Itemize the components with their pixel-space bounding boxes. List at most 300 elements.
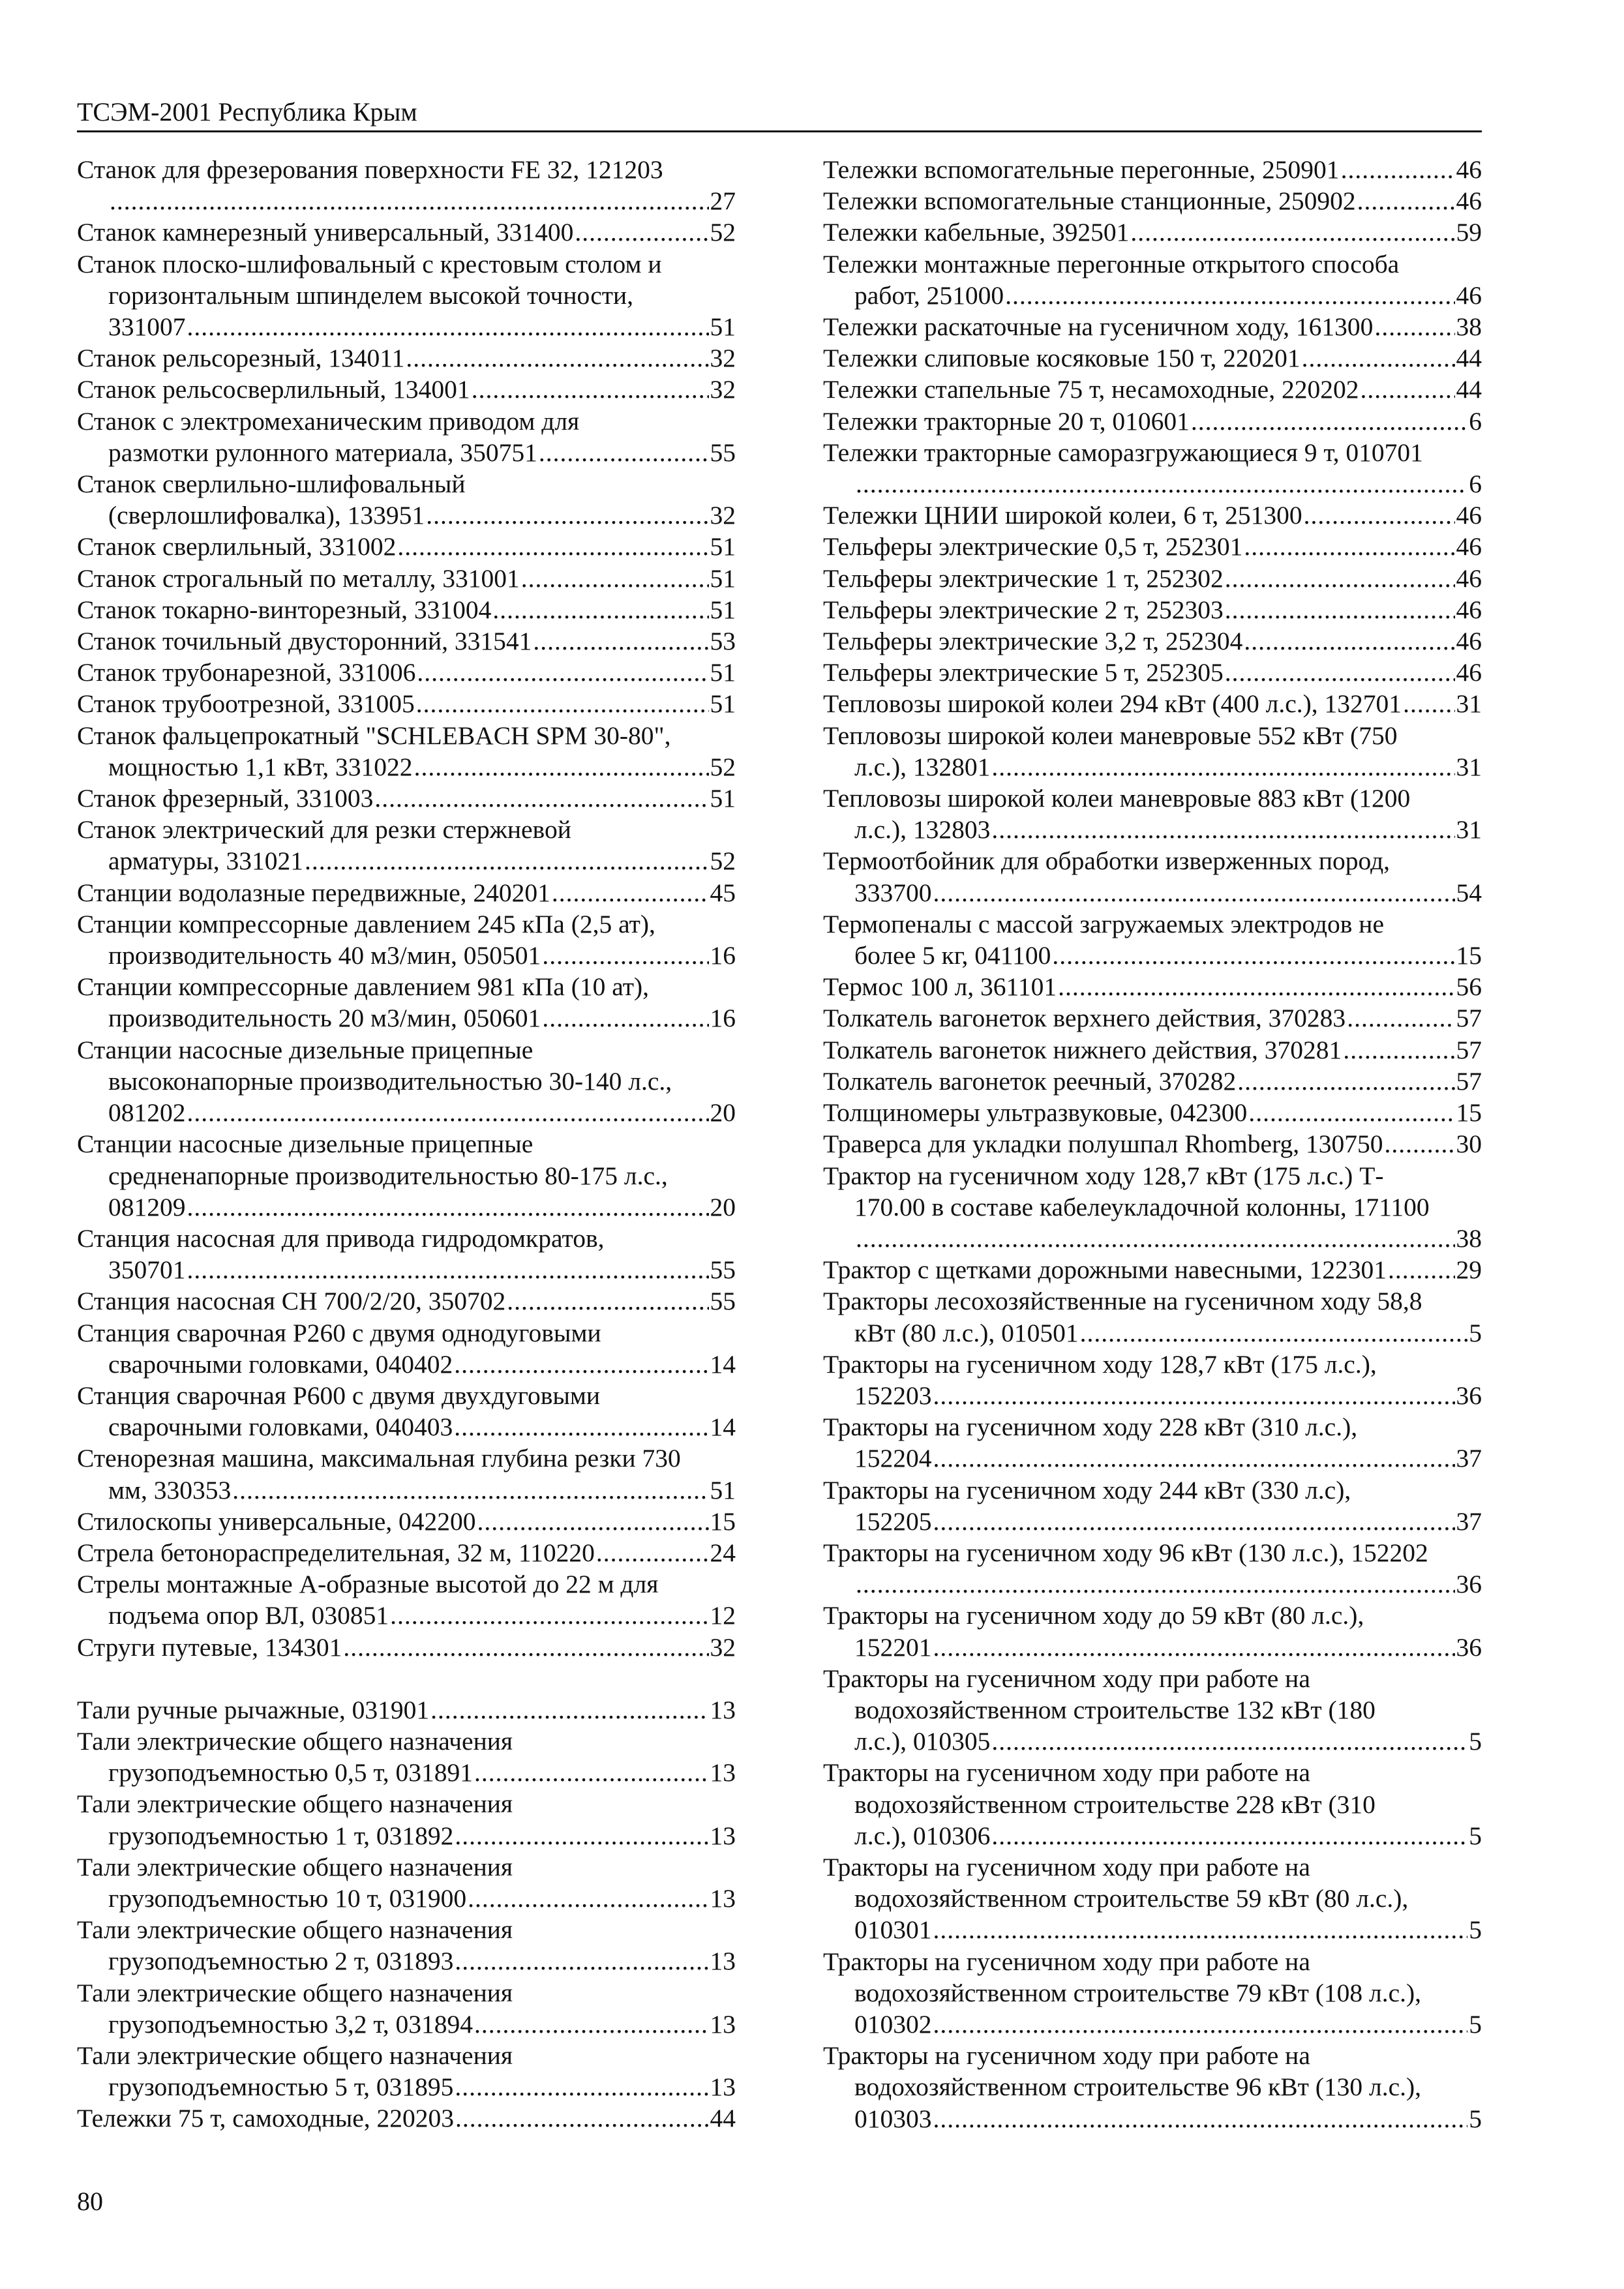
index-entry-page: 5 [1469, 1821, 1482, 1850]
index-entry-page: 30 [1456, 1130, 1482, 1159]
index-entry-text: Тракторы на гусеничном ходу при работе на [823, 1947, 1310, 1976]
dot-leader [455, 2071, 708, 2102]
index-entry [77, 625, 736, 657]
index-entry-text: Тракторы на гусеничном ходу 96 кВт (130 л.с.), 152202 [823, 1538, 1428, 1567]
dot-leader [1248, 1097, 1454, 1128]
dot-leader [596, 1537, 709, 1568]
index-entry-text: производительность 40 м3/мин, 050501 [108, 941, 541, 970]
index-entry-text: Тележки тракторные саморазгружающиеся 9 т, 010701 [823, 438, 1423, 467]
index-entry [823, 154, 1482, 185]
index-entry-page: 31 [1456, 689, 1482, 719]
index-entry-text: л.с.), 010306 [854, 1821, 991, 1850]
index-entry-text: сварочными головками, 040403 [108, 1413, 453, 1442]
index-entry-page: 46 [1456, 563, 1482, 593]
dot-leader [1225, 657, 1455, 688]
index-entry-line-with-page [77, 783, 736, 814]
index-entry [823, 311, 1482, 342]
index-entry-line-with-page [77, 1537, 736, 1568]
index-entry-line-with-page [77, 1506, 736, 1537]
index-entry-page: 45 [710, 878, 736, 907]
index-entry [823, 657, 1482, 688]
index-entry [77, 594, 736, 625]
dot-leader [933, 877, 1455, 908]
dot-leader [933, 2009, 1468, 2040]
index-entry-text: 152205 [854, 1506, 932, 1536]
index-entry [823, 531, 1482, 562]
index-entry [77, 1694, 736, 1726]
index-entry-page: 13 [710, 1947, 736, 1976]
index-entry-text: средненапорные производительностью 80-175 л.с., [108, 1161, 668, 1190]
index-entry-line-with-page [823, 563, 1482, 594]
dot-leader [933, 1914, 1468, 1945]
index-entry-page: 31 [1456, 752, 1482, 781]
index-entry [77, 531, 736, 562]
index-entry-page: 20 [710, 1192, 736, 1221]
dot-leader [991, 814, 1454, 845]
index-entry-text: Станок сверлильный, 331002 [77, 532, 397, 561]
index-entry-text: 333700 [854, 878, 932, 907]
index-entry [823, 625, 1482, 657]
index-entry-text: л.с.), 132801 [854, 752, 991, 781]
index-entry [823, 248, 1482, 311]
index-entry-text: Тележки тракторные 20 т, 010601 [823, 406, 1190, 436]
dot-leader [1388, 1254, 1455, 1285]
index-entry-page: 36 [1456, 1570, 1482, 1599]
index-entry-text: водохозяйственном строительстве 228 кВт (310 [854, 1789, 1376, 1819]
index-entry-text: Станции насосные дизельные прицепные [77, 1130, 534, 1159]
index-entry-page: 52 [710, 846, 736, 876]
index-entry-text: Толкатель вагонеток реечный, 370282 [823, 1066, 1237, 1096]
index-entry-page: 15 [1456, 941, 1482, 970]
index-entry-line-with-page [77, 2102, 736, 2134]
index-entry-line-with-page [77, 1097, 736, 1128]
index-entry-text: высоконапорные производительностью 30-140 л.с., [108, 1066, 672, 1096]
index-entry [77, 217, 736, 248]
index-entry-text: Станок плоско-шлифовальный с крестовым столом и [77, 249, 662, 278]
index-entry [77, 374, 736, 405]
index-entry-page: 38 [1456, 1223, 1482, 1253]
index-entry-line-with-page [77, 1945, 736, 1977]
index-entry-text: Стилоскопы универсальные, 042200 [77, 1506, 476, 1536]
index-entry-text: Трактор на гусеничном ходу 128,7 кВт (175 л.с.) Т- [823, 1161, 1384, 1190]
index-entry-line-with-page [823, 468, 1482, 500]
dot-leader [933, 1506, 1455, 1537]
index-entry-text: более 5 кг, 041100 [854, 941, 1051, 970]
dot-leader [991, 1726, 1467, 1757]
index-entry-page: 5 [1469, 2009, 1482, 2039]
index-entry-line-with-page [823, 280, 1482, 311]
dot-leader [991, 751, 1454, 783]
dot-leader [454, 1349, 708, 1380]
index-entry-line-with-page [77, 845, 736, 876]
index-entry-line-with-page [823, 500, 1482, 531]
index-entry-line-with-page [823, 971, 1482, 1002]
index-entry-text: 152203 [854, 1381, 932, 1410]
index-entry-text: Толкатель вагонеток нижнего действия, 370281 [823, 1035, 1342, 1064]
index-entry-line-with-page [823, 625, 1482, 657]
index-entry-line-with-page [823, 2103, 1482, 2134]
index-entry-text: Термос 100 л, 361101 [823, 972, 1057, 1002]
index-entry-line-with-page [823, 594, 1482, 625]
index-entry-line-with-page [77, 1883, 736, 1914]
index-entry-page: 44 [1456, 375, 1482, 404]
index-entry [823, 2040, 1482, 2134]
index-entry-text: 081202 [108, 1098, 186, 1128]
dot-leader [417, 657, 708, 688]
dot-leader [455, 1945, 708, 1977]
index-entry [77, 1443, 736, 1505]
index-entry-page: 55 [710, 1255, 736, 1285]
page-header [77, 97, 1482, 132]
index-entry [77, 814, 736, 876]
index-entry-page: 57 [1456, 1004, 1482, 1033]
index-entry-line-with-page [823, 217, 1482, 248]
index-entry-page: 37 [1456, 1506, 1482, 1536]
index-entry-text: Стенорезная машина, максимальная глубина резки 730 [77, 1444, 681, 1473]
index-entry [77, 342, 736, 374]
index-entry-text: Станок трубонарезной, 331006 [77, 658, 416, 687]
index-entry-line-with-page [77, 751, 736, 783]
index-entry [77, 908, 736, 971]
index-entry-page: 6 [1469, 470, 1482, 499]
index-entry [823, 1285, 1482, 1348]
index-entry-page: 46 [1456, 658, 1482, 687]
index-entry-page: 6 [1469, 406, 1482, 436]
index-entry-text: Тали электрические общего назначения [77, 1726, 513, 1756]
index-entry [77, 406, 736, 468]
index-entry-page: 15 [1456, 1098, 1482, 1128]
index-entry [823, 1537, 1482, 1600]
index-entry-text: водохозяйственном строительстве 132 кВт (180 [854, 1695, 1376, 1724]
index-entry-text: Станок электрический для резки стержневой [77, 815, 571, 845]
index-entry-line-with-page [823, 1128, 1482, 1159]
dot-leader [533, 625, 708, 657]
index-entry [77, 1726, 736, 1788]
dot-leader [933, 1632, 1455, 1663]
index-entry-page: 51 [710, 784, 736, 813]
index-entry-line-with-page [823, 1034, 1482, 1066]
index-entry [77, 1223, 736, 1285]
index-entry-text: Тракторы на гусеничном ходу 244 кВт (330 л.с), [823, 1475, 1351, 1504]
index-entry-text: Тележки монтажные перегонные открытого способа [823, 249, 1400, 278]
index-entry-text: Станок для фрезерования поверхности FE 32, 121203 [77, 155, 663, 184]
index-entry-page: 14 [710, 1413, 736, 1442]
index-entry-page: 51 [710, 532, 736, 561]
index-entry-line-with-page [823, 2009, 1482, 2040]
index-entry [823, 1474, 1482, 1537]
index-entry-line-with-page [77, 657, 736, 688]
index-entry-text: Тали электрические общего назначения [77, 1915, 513, 1945]
index-entry [823, 1254, 1482, 1285]
dot-leader [474, 1757, 709, 1788]
dot-leader [539, 437, 709, 468]
index-entry-text: Стрела бетонораспределительная, 32 м, 110220 [77, 1538, 595, 1567]
index-entry-text: Станок точильный двусторонний, 331541 [77, 627, 532, 656]
index-entry-text: Станок токарно-винторезный, 331004 [77, 595, 492, 624]
index-entry-text: Тракторы на гусеничном ходу при работе на [823, 1852, 1310, 1881]
dot-leader [430, 1694, 708, 1726]
index-entry [823, 500, 1482, 531]
index-entry-line-with-page [77, 2009, 736, 2040]
index-entry-text: Тракторы лесохозяйственные на гусеничном ходу 58,8 [823, 1287, 1422, 1316]
index-entry-text: грузоподъемностью 3,2 т, 031894 [108, 2009, 473, 2039]
index-entry-line-with-page [77, 1632, 736, 1663]
dot-leader [374, 783, 708, 814]
index-entry-text: Толкатель вагонеток верхнего действия, 370283 [823, 1004, 1346, 1033]
index-entry [823, 1097, 1482, 1128]
index-entry-text: Станции водолазные передвижные, 240201 [77, 878, 550, 907]
dot-leader [474, 2009, 709, 2040]
index-entry-page: 57 [1456, 1035, 1482, 1064]
index-entry-line-with-page [823, 1568, 1482, 1600]
index-entry-text: подъема опор ВЛ, 030851 [108, 1601, 389, 1630]
index-entry-page: 16 [710, 1004, 736, 1033]
index-entry [823, 688, 1482, 719]
index-entry-text: грузоподъемностью 5 т, 031895 [108, 2072, 454, 2102]
index-entry [77, 1317, 736, 1380]
index-entry [823, 437, 1482, 500]
index-entry-text: грузоподъемностью 10 т, 031900 [108, 1883, 467, 1913]
index-entry-page: 46 [1456, 501, 1482, 530]
index-entry-text: Стрелы монтажные А-образные высотой до 22 м для [77, 1570, 659, 1599]
dot-leader [1058, 971, 1454, 1002]
index-entry-page: 44 [710, 2104, 736, 2133]
index-entry-text: Тележки вспомогательные перегонные, 250901 [823, 155, 1340, 184]
dot-leader [390, 1600, 708, 1631]
index-entry [823, 1600, 1482, 1662]
index-entry-text: Станции насосные дизельные прицепные [77, 1035, 534, 1064]
dot-leader [305, 845, 709, 876]
dot-leader [1130, 217, 1454, 248]
index-entry [77, 657, 736, 688]
dot-leader [187, 1191, 709, 1223]
index-entry [77, 1506, 736, 1537]
dot-leader [1237, 1066, 1454, 1097]
dot-leader [397, 531, 708, 562]
dot-leader [1005, 280, 1454, 311]
index-entry-line-with-page [823, 657, 1482, 688]
dot-leader [1225, 563, 1455, 594]
dot-leader [1341, 154, 1455, 185]
index-entry [823, 185, 1482, 217]
dot-leader [542, 940, 708, 971]
index-entry-text: Станции компрессорные давлением 981 кПа (10 ат), [77, 972, 650, 1002]
index-entry-text: л.с.), 010305 [854, 1727, 991, 1756]
index-entry-text: Тали электрические общего назначения [77, 2041, 513, 2070]
index-entry-line-with-page [77, 625, 736, 657]
index-entry-text: Станция насосная для привода гидродомкратов, [77, 1223, 605, 1253]
index-entry-text: Тележки ЦНИИ широкой колеи, 6 т, 251300 [823, 501, 1302, 530]
index-entry [823, 908, 1482, 971]
index-entry [77, 563, 736, 594]
index-entry [823, 1663, 1482, 1758]
index-entry [77, 1977, 736, 2040]
index-entry-text: грузоподъемностью 1 т, 031892 [108, 1821, 454, 1850]
index-entry-line-with-page [77, 1600, 736, 1631]
index-entry-text: Станок фрезерный, 331003 [77, 784, 374, 813]
index-entry-text: Тракторы на гусеничном ходу при работе на [823, 1758, 1310, 1788]
index-entry-line-with-page [823, 406, 1482, 437]
index-entry-line-with-page [823, 1914, 1482, 1945]
index-entry [77, 1914, 736, 1977]
index-entry-line-with-page [77, 688, 736, 719]
index-entry-line-with-page [823, 1506, 1482, 1537]
index-entry-line-with-page [823, 1097, 1482, 1128]
dot-leader [1304, 500, 1455, 531]
index-entry [77, 248, 736, 343]
index-entry-line-with-page [823, 185, 1482, 217]
index-entry-text: 081209 [108, 1192, 186, 1221]
index-entry-page: 51 [710, 312, 736, 342]
index-entry-page: 32 [710, 1632, 736, 1662]
index-entry-page: 51 [710, 658, 736, 687]
index-entry [823, 563, 1482, 594]
index-entry-page: 55 [710, 438, 736, 467]
index-entry-page: 5 [1469, 1318, 1482, 1347]
index-entry-line-with-page [823, 1066, 1482, 1097]
index-entry-line-with-page [77, 1757, 736, 1788]
index-entry-text: мощностью 1,1 кВт, 331022 [108, 752, 413, 781]
index-entry-line-with-page [77, 531, 736, 562]
index-entry-text: Станции компрессорные давлением 245 кПа (2,5 ат), [77, 909, 655, 938]
index-entry-line-with-page [823, 1254, 1482, 1285]
index-entry-page: 55 [710, 1287, 736, 1316]
index-entry [823, 1066, 1482, 1097]
index-entry [823, 342, 1482, 374]
dot-leader [552, 877, 709, 908]
index-entry-page: 36 [1456, 1632, 1482, 1662]
dot-leader [1302, 342, 1455, 374]
index-entry-text: 152201 [854, 1632, 932, 1662]
index-entry-line-with-page [77, 217, 736, 248]
index-entry-text: Трактор с щетками дорожными навесными, 122301 [823, 1255, 1387, 1285]
dot-leader [468, 1883, 708, 1914]
index-entry-page: 44 [1456, 344, 1482, 373]
index-entry-text: Тележки вспомогательные станционные, 250902 [823, 187, 1356, 216]
index-entry-text: водохозяйственном строительстве 59 кВт (80 л.с.), [854, 1884, 1409, 1913]
index-entry-text: Тракторы на гусеничном ходу при работе на [823, 2041, 1310, 2071]
dot-leader [856, 468, 1467, 500]
dot-leader [521, 563, 709, 594]
index-entry [77, 1568, 736, 1631]
index-entry [77, 688, 736, 719]
index-entry-page: 13 [710, 1695, 736, 1724]
index-entry [77, 1851, 736, 1914]
index-entry-page: 13 [710, 2009, 736, 2039]
index-entry-line-with-page [77, 2071, 736, 2102]
index-entry-page: 46 [1456, 627, 1482, 656]
index-entry-line-with-page [823, 1820, 1482, 1851]
index-entry [77, 2040, 736, 2102]
index-entry-page: 24 [710, 1538, 736, 1567]
index-entry-page: 51 [710, 1475, 736, 1504]
index-entry-text: грузоподъемностью 0,5 т, 031891 [108, 1758, 473, 1788]
index-entry-text: Тельферы электрические 2 т, 252303 [823, 595, 1224, 624]
index-entry-text: 331007 [108, 312, 186, 342]
index-entry-page: 13 [710, 1883, 736, 1913]
index-entry-line-with-page [823, 374, 1482, 405]
dot-leader [1374, 311, 1454, 342]
index-entry-page: 29 [1456, 1255, 1482, 1285]
index-entry [823, 1757, 1482, 1851]
index-entry-line-with-page [823, 1223, 1482, 1254]
index-entry-line-with-page [77, 342, 736, 374]
index-entry-text: Тали электрические общего назначения [77, 1852, 513, 1881]
dot-leader [1052, 940, 1454, 971]
index-entry-line-with-page [823, 342, 1482, 374]
dot-leader [232, 1474, 708, 1506]
index-entry [823, 971, 1482, 1002]
index-entry-text: Тракторы на гусеничном ходу 228 кВт (310 л.с.), [823, 1413, 1358, 1442]
index-entry-page: 51 [710, 595, 736, 624]
index-entry-text: 010302 [854, 2009, 932, 2039]
index-entry-page: 46 [1456, 187, 1482, 216]
index-entry-text: Станок трубоотрезной, 331005 [77, 689, 415, 719]
dot-leader [455, 1820, 708, 1851]
index-entry-text: Тельферы электрические 0,5 т, 252301 [823, 532, 1243, 561]
index-entry-text: 010303 [854, 2104, 932, 2133]
index-entry [77, 468, 736, 531]
index-entry-line-with-page [77, 1254, 736, 1285]
index-entry-line-with-page [823, 688, 1482, 719]
index-entry-text: Тележки слиповые косяковые 150 т, 220201 [823, 344, 1301, 373]
index-entry-line-with-page [77, 877, 736, 908]
dot-leader [542, 1002, 708, 1034]
index-entry-text: Тельферы электрические 1 т, 252302 [823, 563, 1224, 593]
index-entry-page: 27 [710, 187, 736, 216]
index-entry-page: 53 [710, 627, 736, 656]
dot-leader [1225, 594, 1455, 625]
index-entry [823, 406, 1482, 437]
index-entry-text: Тали ручные рычажные, 031901 [77, 1695, 430, 1724]
dot-leader [492, 594, 708, 625]
index-entry [823, 1160, 1482, 1255]
index-entry [77, 1632, 736, 1663]
index-entry-text: кВт (80 л.с.), 010501 [854, 1318, 1079, 1347]
index-entry-page: 37 [1456, 1444, 1482, 1473]
index-entry-text: Станок строгальный по металлу, 331001 [77, 563, 520, 593]
index-entry [77, 1128, 736, 1223]
dot-leader [454, 1411, 708, 1443]
index-entry-line-with-page [823, 154, 1482, 185]
dot-leader [343, 1632, 708, 1663]
index-entry-text: производительность 20 м3/мин, 050601 [108, 1004, 541, 1033]
dot-leader [110, 185, 709, 217]
index-entry [77, 877, 736, 908]
index-entry [823, 1851, 1482, 1946]
index-entry-text: Тележки 75 т, самоходные, 220203 [77, 2104, 455, 2133]
index-entry-page: 52 [710, 218, 736, 247]
index-entry [823, 217, 1482, 248]
index-entry-line-with-page [823, 751, 1482, 783]
index-entry [77, 971, 736, 1034]
index-entry-page: 32 [710, 344, 736, 373]
dot-leader [406, 342, 708, 374]
dot-leader [1244, 625, 1454, 657]
index-column-left [77, 154, 736, 2134]
index-entry-page: 32 [710, 501, 736, 530]
dot-leader [575, 217, 708, 248]
index-entry-line-with-page [77, 185, 736, 217]
dot-leader [187, 1254, 709, 1285]
dot-leader [455, 2102, 708, 2134]
index-entry-line-with-page [823, 877, 1482, 908]
index-entry-text: Термоотбойник для обработки изверженных пород, [823, 846, 1391, 876]
index-entry [77, 1788, 736, 1851]
index-entry-page: 31 [1456, 815, 1482, 845]
index-entry-page: 38 [1456, 312, 1482, 342]
index-entry-text: Струги путевые, 134301 [77, 1632, 342, 1662]
